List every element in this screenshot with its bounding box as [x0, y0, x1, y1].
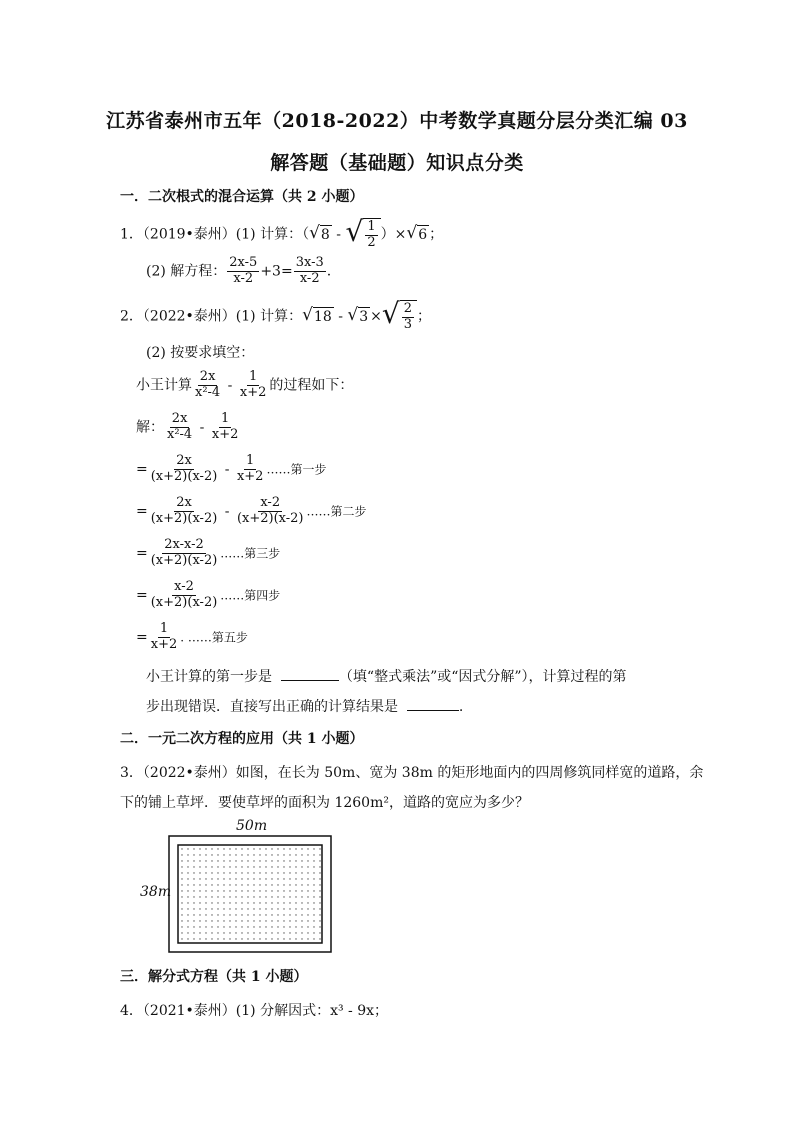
q2-part2-label: (2) 按要求填空：	[146, 345, 255, 361]
section-heading-1: 一．二次根式的混合运算（共 2 小题）	[120, 189, 364, 205]
answer-blank-1[interactable]	[281, 680, 339, 681]
q1-part1: 1．（2019•泰州）(1) 计算：（ √ 8 - √ $\frac{1}{2}$ ）× √ 6 ；	[120, 215, 444, 250]
q2-step-3: = $\frac{2x-x-2}{(x+2)(x-2)}$ ……第三步	[136, 537, 281, 568]
q2-fill-line1: 小王计算的第一步是 （填“整式乘法”或“因式分解”），计算过程的第	[146, 669, 627, 685]
rectangle-field-figure	[168, 835, 332, 953]
q4-line1: 4．（2021•泰州）(1) 分解因式：x³ - 9x；	[120, 1003, 389, 1019]
q2-step-2: = $\frac{2x}{(x+2)(x-2)}$ - $\frac{x-2}{(x+2)(x-2)}$ ……第二步	[136, 495, 367, 526]
q2-part1: 2．（2022•泰州）(1) 计算： √ 18 - √ 3 × √ $\frac{2}{3}$ ；	[120, 297, 432, 332]
q3-line1: 3．（2022•泰州）如图，在长为 50m、宽为 38m 的矩形地面内的四周修筑同样宽的道路，余	[120, 765, 704, 781]
q2-step-4: = $\frac{x-2}{(x+2)(x-2)}$ ……第四步	[136, 579, 281, 610]
q2-solution-start: 解： $\frac{2x}{\text{x²-4}}$ - $\frac{1}{x+2}$	[136, 411, 239, 442]
sqrt-8: √ 8	[309, 223, 330, 244]
figure-height-label: 38m	[140, 884, 172, 900]
q2-fill-line2: 步出现错误．直接写出正确的计算结果是 .	[146, 699, 464, 715]
q3-line2: 下的铺上草坪．要使草坪的面积为 1260m²，道路的宽应为多少？	[120, 795, 529, 811]
sqrt-half: √ $\frac{1}{2}$	[345, 218, 380, 251]
doc-title-line2: 解答题（基础题）知识点分类	[270, 152, 524, 174]
doc-title-line1: 江苏省泰州市五年（2018-2022）中考数学真题分层分类汇编 03	[106, 110, 688, 132]
q1-part2: (2) 解方程： $\frac{2x-5}{x-2}$ +3= $\frac{3x-3}{x-2}$ .	[146, 255, 332, 286]
figure-width-label: 50m	[236, 818, 268, 834]
answer-blank-2[interactable]	[407, 710, 459, 711]
q2-step-5: = $\frac{1}{x+2}$ . ……第五步	[136, 621, 248, 652]
sqrt-6: √ 6	[406, 223, 428, 244]
section-heading-3: 三．解分式方程（共 1 小题）	[120, 969, 308, 985]
section-heading-2: 二．一元二次方程的应用（共 1 小题）	[120, 731, 364, 747]
lawn-rect	[178, 845, 322, 943]
q2-intro: 小王计算 $\frac{2x}{\text{x²-4}}$ - $\frac{1}{x+2}$ 的过程如下：	[136, 369, 354, 400]
q2-step-1: = $\frac{2x}{(x+2)(x-2)}$ - $\frac{1}{x+2}$ ……第一步	[136, 453, 327, 484]
